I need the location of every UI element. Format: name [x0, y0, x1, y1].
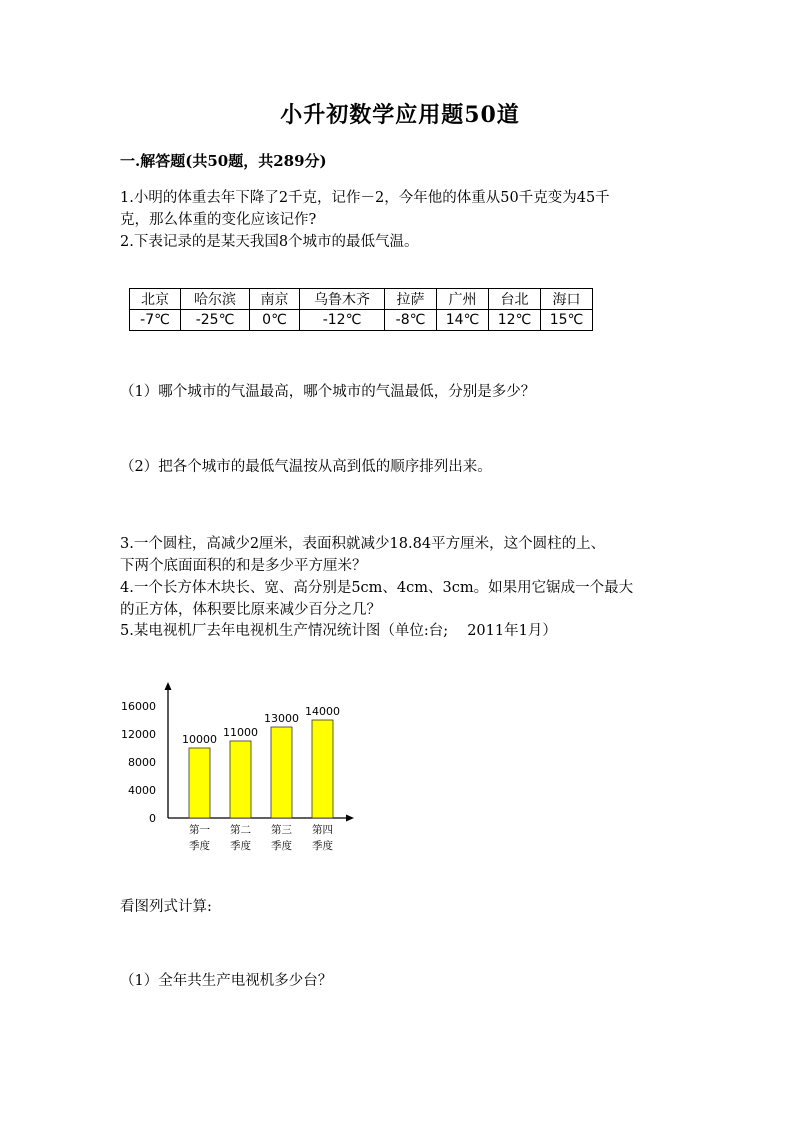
city-cell: 广州 — [437, 289, 489, 310]
section-heading: 一.解答题(共50题，共289分) — [120, 152, 327, 170]
bar — [312, 720, 333, 818]
y-tick-label: 8000 — [128, 756, 156, 769]
city-cell: 北京 — [130, 289, 181, 310]
city-cell: 乌鲁木齐 — [300, 289, 385, 310]
x-category-label: 季度 — [271, 840, 292, 852]
x-category-label: 第四 — [312, 824, 333, 836]
temperature-cell: -8℃ — [385, 310, 437, 331]
city-cell: 拉萨 — [385, 289, 437, 310]
question-2-sub-1: （1）哪个城市的气温最高，哪个城市的气温最低，分别是多少？ — [120, 384, 536, 400]
question-5-instruction: 看图列式计算: — [120, 899, 212, 915]
question-1-line-1: 1.小明的体重去年下降了2千克，记作－2，今年他的体重从50千克变为45千 — [120, 190, 610, 206]
x-category-label: 季度 — [230, 840, 251, 852]
y-tick-label: 16000 — [121, 700, 156, 713]
bar — [271, 727, 292, 818]
temperature-table — [129, 288, 593, 331]
bar-data-label: 14000 — [305, 705, 340, 718]
question-5-intro: 5.某电视机厂去年电视机生产情况统计图（单位:台; 2011年1月） — [120, 623, 557, 639]
x-category-label: 第二 — [230, 824, 251, 836]
bar-data-label: 13000 — [264, 712, 299, 725]
production-bar-chart — [110, 680, 370, 860]
bar — [189, 748, 210, 818]
temperature-cell: -25℃ — [181, 310, 250, 331]
temperature-cell: 0℃ — [250, 310, 300, 331]
question-5-sub-1: （1）全年共生产电视机多少台？ — [120, 973, 333, 989]
city-cell: 哈尔滨 — [181, 289, 250, 310]
bar — [230, 741, 251, 818]
city-cell: 台北 — [489, 289, 541, 310]
temperature-cell: 15℃ — [541, 310, 593, 331]
x-category-label: 季度 — [312, 840, 333, 852]
y-tick-label: 12000 — [121, 728, 156, 741]
city-cell: 南京 — [250, 289, 300, 310]
temperature-cell: -12℃ — [300, 310, 385, 331]
page-title: 小升初数学应用题50道 — [280, 102, 520, 128]
temperature-cell: -7℃ — [130, 310, 181, 331]
question-2-sub-2: （2）把各个城市的最低气温按从高到低的顺序排列出来。 — [120, 459, 492, 475]
y-axis-arrow — [165, 682, 172, 690]
x-category-label: 第一 — [189, 824, 210, 836]
x-category-label: 第三 — [271, 824, 292, 836]
temperature-row — [130, 310, 593, 331]
temperature-cell: 12℃ — [489, 310, 541, 331]
x-axis-arrow — [346, 815, 354, 822]
question-1-line-2: 克，那么体重的变化应该记作? — [120, 212, 317, 228]
question-3-line-1: 3.一个圆柱，高减少2厘米，表面积就减少18.84平方厘米，这个圆柱的上、 — [120, 536, 606, 552]
question-3-line-2: 下两个底面面积的和是多少平方厘米？ — [120, 558, 367, 574]
x-category-label: 季度 — [189, 840, 210, 852]
question-4-line-2: 的正方体，体积要比原来减少百分之几？ — [120, 602, 381, 618]
question-2-intro: 2.下表记录的是某天我国8个城市的最低气温。 — [120, 234, 419, 250]
city-row — [130, 289, 593, 310]
question-4-line-1: 4.一个长方体木块长、宽、高分别是5cm、4cm、3cm。如果用它锯成一个最大 — [120, 580, 634, 596]
temperature-cell: 14℃ — [437, 310, 489, 331]
y-tick-label: 0 — [149, 812, 156, 825]
bar-data-label: 10000 — [182, 733, 217, 746]
city-cell: 海口 — [541, 289, 593, 310]
bar-data-label: 11000 — [223, 726, 258, 739]
y-tick-label: 4000 — [128, 784, 156, 797]
